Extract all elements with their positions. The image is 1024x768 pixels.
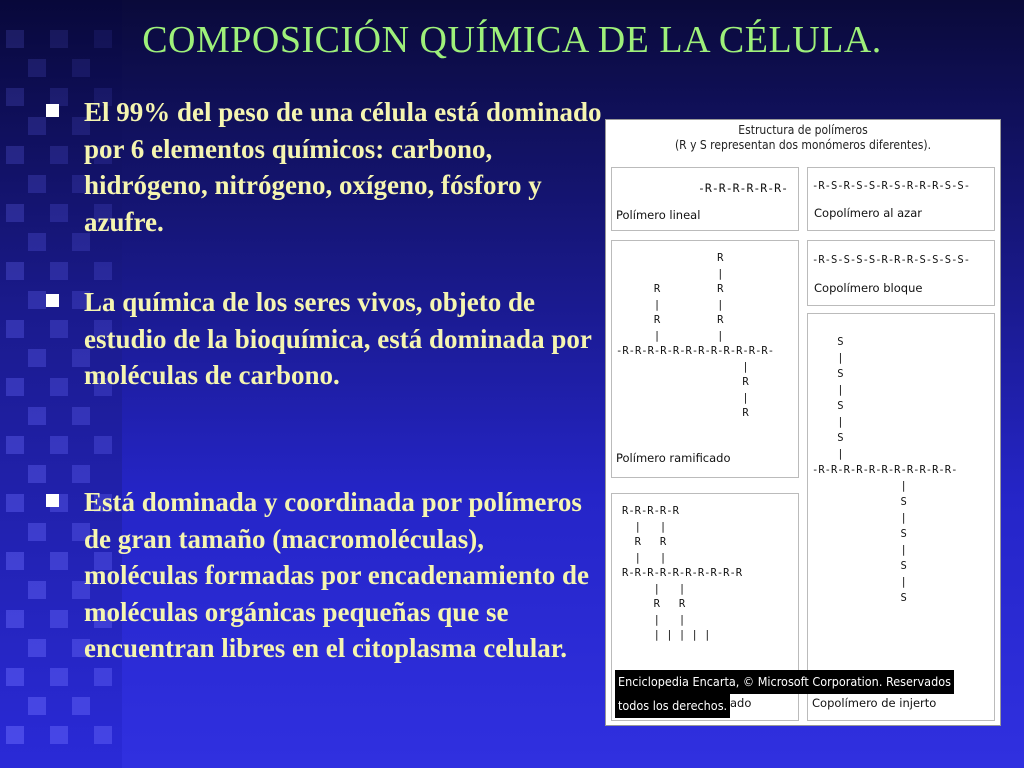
polymer-structure-figure: [605, 119, 1001, 726]
decorative-square: [6, 552, 24, 570]
block-chain: -R-S-S-S-S-R-R-R-S-S-S-S-: [812, 254, 971, 266]
bullet-text-1: El 99% del peso de una célula está dominado por 6 elementos químicos: carbono, hidrógeno, nitrógeno, oxígeno, fósforo y azufre.: [84, 97, 602, 237]
decorative-square: [94, 726, 112, 744]
decorative-square: [50, 552, 68, 570]
decorative-square: [6, 436, 24, 454]
block-label: Copolímero bloque: [814, 281, 923, 295]
decorative-square: [50, 204, 68, 222]
decorative-square: [6, 320, 24, 338]
decorative-square: [72, 407, 90, 425]
decorative-square: [50, 668, 68, 686]
branched-diagram: R | R R | | R R | | -R-R-R-R-R-R-R-R-R-R-R-R- | R | R: [616, 252, 775, 419]
decorative-square: [28, 175, 46, 193]
bullet-text-3: Está dominada y coordinada por polímeros de gran tamaño (macromoléculas), moléculas formadas por encadenamiento de moléculas orgánicas pequeñas que se encuentran libres en el citoplasma celular.: [84, 487, 589, 663]
decorative-square: [94, 436, 112, 454]
random-chain: -R-S-R-S-S-R-S-R-R-R-S-S-: [812, 180, 971, 192]
decorative-square: [6, 726, 24, 744]
decorative-square: [6, 88, 24, 106]
figure-credit: [615, 670, 955, 718]
figure-heading-line1: Estructura de polímeros: [738, 123, 868, 137]
branched-polymer-panel: [611, 240, 799, 478]
bullet-square-icon: [46, 294, 59, 307]
graft-copolymer-panel: [807, 313, 995, 721]
figure-heading: [606, 123, 1000, 153]
decorative-square: [28, 349, 46, 367]
decorative-square: [28, 639, 46, 657]
figure-heading-line2: (R y S representan dos monómeros diferentes).: [674, 138, 932, 152]
decorative-square: [50, 378, 68, 396]
decorative-square: [28, 523, 46, 541]
bullet-square-icon: [46, 494, 59, 507]
linear-chain: -R-R-R-R-R-R-: [698, 181, 789, 195]
decorative-square: [50, 610, 68, 628]
slide-title: COMPOSICIÓN QUÍMICA DE LA CÉLULA.: [142, 19, 882, 61]
bullet-square-icon: [46, 104, 59, 117]
decorative-square: [50, 146, 68, 164]
decorative-square: [50, 726, 68, 744]
decorative-square: [6, 378, 24, 396]
decorative-square: [28, 697, 46, 715]
credit-line-1: Enciclopedia Encarta, © Microsoft Corporation. Reservados: [615, 670, 954, 694]
random-label: Copolímero al azar: [814, 206, 922, 220]
block-copolymer-panel: [807, 240, 995, 306]
decorative-square: [94, 668, 112, 686]
decorative-square: [6, 494, 24, 512]
decorative-square: [28, 407, 46, 425]
decorative-square: [72, 697, 90, 715]
decorative-square: [28, 465, 46, 483]
credit-line-2: todos los derechos.: [615, 694, 730, 718]
decorative-square: [6, 610, 24, 628]
decorative-square: [72, 465, 90, 483]
decorative-square: [50, 262, 68, 280]
linear-label: Polímero lineal: [616, 208, 701, 222]
decorative-square: [28, 117, 46, 135]
bullet-text-2: La química de los seres vivos, objeto de estudio de la bioquímica, está dominada por moléculas de carbono.: [84, 287, 592, 390]
decorative-square: [50, 320, 68, 338]
decorative-square: [28, 291, 46, 309]
decorative-square: [94, 262, 112, 280]
linear-polymer-panel: [611, 167, 799, 231]
crosslinked-diagram: R-R-R-R-R | | R R | | R-R-R-R-R-R-R-R-R-R | | R R | | | | | | |: [622, 505, 743, 641]
decorative-square: [6, 204, 24, 222]
decorative-square: [50, 436, 68, 454]
graft-label: Copolímero de injerto: [812, 696, 937, 710]
random-copolymer-panel: [807, 167, 995, 231]
crosslinked-label-fragment: ado: [730, 696, 752, 710]
decorative-square: [28, 233, 46, 251]
graft-diagram: S | S | S | S | -R-R-R-R-R-R-R-R-R-R-R- | S | S | S | S: [812, 336, 958, 604]
decorative-square: [6, 668, 24, 686]
decorative-square: [6, 146, 24, 164]
decorative-square: [6, 262, 24, 280]
branched-label: Polímero ramificado: [616, 451, 731, 465]
decorative-square: [28, 581, 46, 599]
